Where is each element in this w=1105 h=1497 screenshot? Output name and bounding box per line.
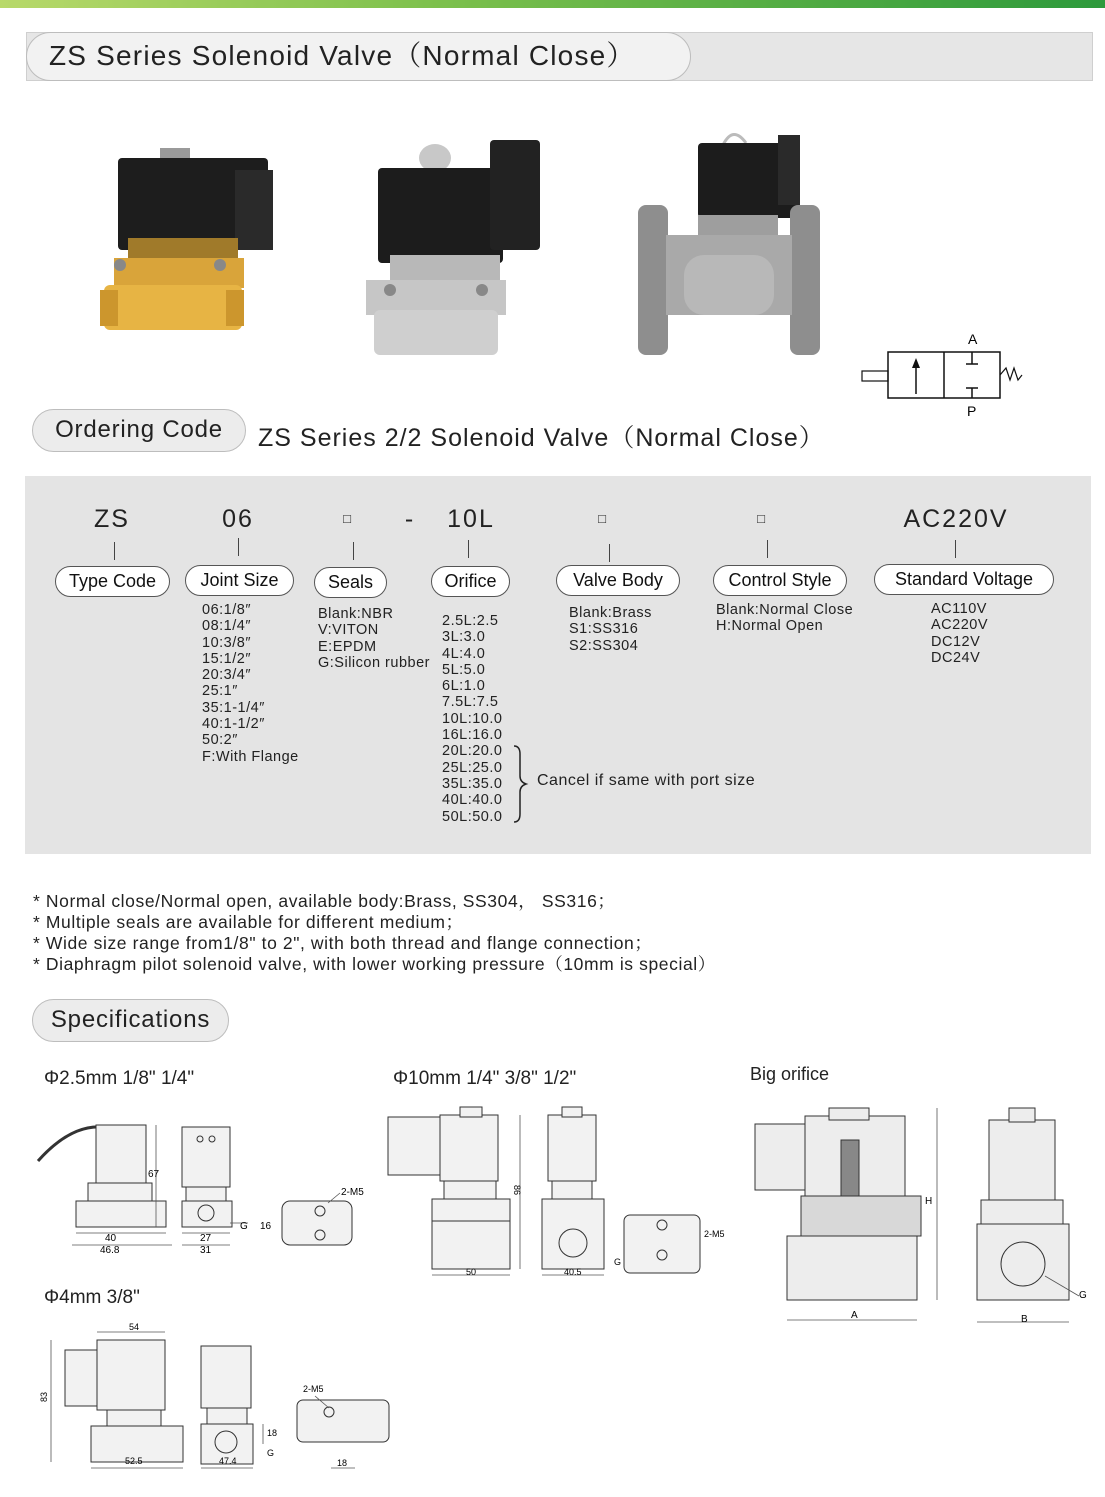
option: 5L:5.0 — [442, 661, 486, 678]
option: 35L:35.0 — [442, 775, 503, 792]
dim-height: 86 — [512, 1185, 522, 1196]
tick — [238, 538, 239, 556]
note-line: * Multiple seals are available for different medium； — [33, 912, 464, 932]
brass-valve-photo — [100, 140, 280, 340]
option: Blank:NBR — [318, 606, 394, 622]
dim-port-g: G — [267, 1448, 275, 1458]
option: DC24V — [931, 649, 981, 666]
option: F:With Flange — [202, 748, 299, 765]
tick — [767, 540, 768, 558]
code-dash: - — [404, 505, 416, 533]
code-joint-size: 06 — [222, 505, 254, 533]
dim-width-1: 40 — [105, 1233, 117, 1244]
dim-depth: 18 — [267, 1428, 278, 1438]
dim-2-m5: 2-M5 — [341, 1187, 364, 1198]
option: Blank:Brass — [569, 605, 652, 621]
option: 40:1-1/2″ — [202, 716, 265, 733]
dim-width: 50 — [466, 1267, 477, 1277]
dim-a: A — [851, 1310, 858, 1321]
drawing-4mm — [35, 1320, 405, 1475]
label-orifice: Orifice — [431, 566, 510, 597]
dim-height-h: H — [925, 1196, 933, 1207]
option: DC12V — [931, 633, 981, 650]
label-type-code: Type Code — [55, 566, 170, 597]
option: 40L:40.0 — [442, 792, 503, 809]
top-accent-bar — [0, 0, 1105, 8]
dim-side: 16 — [260, 1221, 272, 1232]
option: 10:3/8″ — [202, 634, 251, 651]
valve-symbol-diagram — [858, 330, 1023, 420]
drawing-2-5mm — [30, 1115, 370, 1255]
tick — [609, 544, 610, 562]
tick — [114, 542, 115, 560]
dim-width-2: 40.5 — [564, 1267, 582, 1277]
option: 3L:3.0 — [442, 629, 486, 646]
valve-body-options — [569, 605, 652, 654]
dim-side: 18 — [337, 1458, 348, 1468]
option: 4L:4.0 — [442, 645, 486, 662]
control-style-options — [716, 602, 853, 635]
label-standard-voltage: Standard Voltage — [874, 564, 1054, 595]
option: E:EPDM — [318, 638, 377, 655]
tick — [468, 540, 469, 558]
orifice-brace — [510, 744, 532, 824]
option: Blank:Normal Close — [716, 602, 854, 618]
label-valve-body: Valve Body — [556, 565, 680, 596]
port-a-label: A — [968, 331, 978, 347]
dim-width-2: 46.8 — [100, 1245, 120, 1255]
dim-height: 67 — [148, 1169, 160, 1180]
option: S1:SS316 — [569, 621, 639, 638]
note-line: * Diaphragm pilot solenoid valve, with lower working pressure（10mm is special） — [33, 954, 716, 974]
option: 20L:20.0 — [442, 743, 503, 760]
spec-title-big-orifice: Big orifice — [750, 1064, 830, 1084]
option: 15:1/2″ — [202, 650, 251, 667]
dim-width-2: 47.4 — [219, 1456, 237, 1466]
option: 08:1/4″ — [202, 618, 251, 635]
code-orifice: 10L — [447, 505, 495, 533]
option: 35:1-1/4″ — [202, 699, 265, 716]
feature-notes — [33, 891, 716, 975]
page-title: ZS Series Solenoid Valve（Normal Close） — [26, 32, 691, 81]
spec-title-4mm: Φ4mm 3/8" — [44, 1287, 140, 1308]
joint-size-options — [202, 602, 299, 765]
stainless-valve-photo — [360, 140, 550, 360]
drawing-big-orifice — [745, 1100, 1095, 1330]
spec-title-10mm: Φ10mm 1/4" 3/8" 1/2" — [393, 1068, 577, 1089]
tick — [353, 542, 354, 560]
dim-height: 83 — [39, 1391, 49, 1402]
seals-options — [318, 606, 430, 671]
specifications-badge: Specifications — [32, 999, 229, 1042]
label-joint-size: Joint Size — [185, 565, 294, 596]
option: 25:1″ — [202, 683, 238, 700]
code-type: ZS — [94, 505, 130, 533]
dim-top: 54 — [129, 1322, 140, 1332]
tick — [955, 540, 956, 558]
spec-title-2-5mm: Φ2.5mm 1/8" 1/4" — [44, 1068, 195, 1089]
code-seals-box: □ — [343, 511, 353, 526]
label-seals: Seals — [314, 567, 387, 598]
ordering-subtitle: ZS Series 2/2 Solenoid Valve（Normal Close） — [258, 424, 825, 452]
note-line: * Wide size range from1/8" to 2", with both thread and flange connection； — [33, 933, 653, 953]
option: 10L:10.0 — [442, 710, 503, 727]
voltage-options — [931, 601, 988, 666]
dim-port-g: G — [1079, 1290, 1087, 1301]
option: 20:3/4″ — [202, 667, 251, 684]
label-control-style: Control Style — [713, 565, 847, 596]
option: 25L:25.0 — [442, 759, 503, 776]
dim-b: B — [1021, 1314, 1028, 1325]
option: AC220V — [931, 617, 989, 634]
option: G:Silicon rubber — [318, 654, 430, 671]
dim-2-m5: 2-M5 — [704, 1229, 725, 1239]
dim-depth-1: 27 — [200, 1233, 212, 1244]
dim-2-m5: 2-M5 — [303, 1384, 324, 1394]
option: 06:1/8″ — [202, 602, 251, 618]
dim-depth-2: 31 — [200, 1245, 212, 1255]
dim-port-g: G — [240, 1221, 248, 1232]
port-p-label: P — [967, 403, 977, 419]
option: 6L:1.0 — [442, 678, 486, 695]
dim-width: 52.5 — [125, 1456, 143, 1466]
note-line: * Normal close/Normal open, available body:Brass, SS304， SS316； — [33, 891, 616, 911]
code-voltage: AC220V — [903, 505, 1009, 533]
orifice-options — [442, 613, 502, 825]
ordering-code-badge: Ordering Code — [32, 409, 246, 452]
option: V:VITON — [318, 622, 379, 639]
code-control-style-box: □ — [757, 511, 767, 526]
drawing-10mm — [380, 1105, 740, 1280]
orifice-note: Cancel if same with port size — [537, 772, 756, 789]
code-valve-body-box: □ — [598, 511, 608, 526]
flange-valve-photo — [638, 125, 828, 360]
dim-port-g: G — [614, 1257, 622, 1267]
option: 2.5L:2.5 — [442, 613, 499, 629]
option: 50:2″ — [202, 732, 238, 749]
option: AC110V — [931, 601, 987, 617]
option: 7.5L:7.5 — [442, 694, 499, 711]
option: 16L:16.0 — [442, 727, 503, 744]
option: 50L:50.0 — [442, 808, 503, 825]
option: H:Normal Open — [716, 618, 824, 635]
option: S2:SS304 — [569, 637, 639, 654]
